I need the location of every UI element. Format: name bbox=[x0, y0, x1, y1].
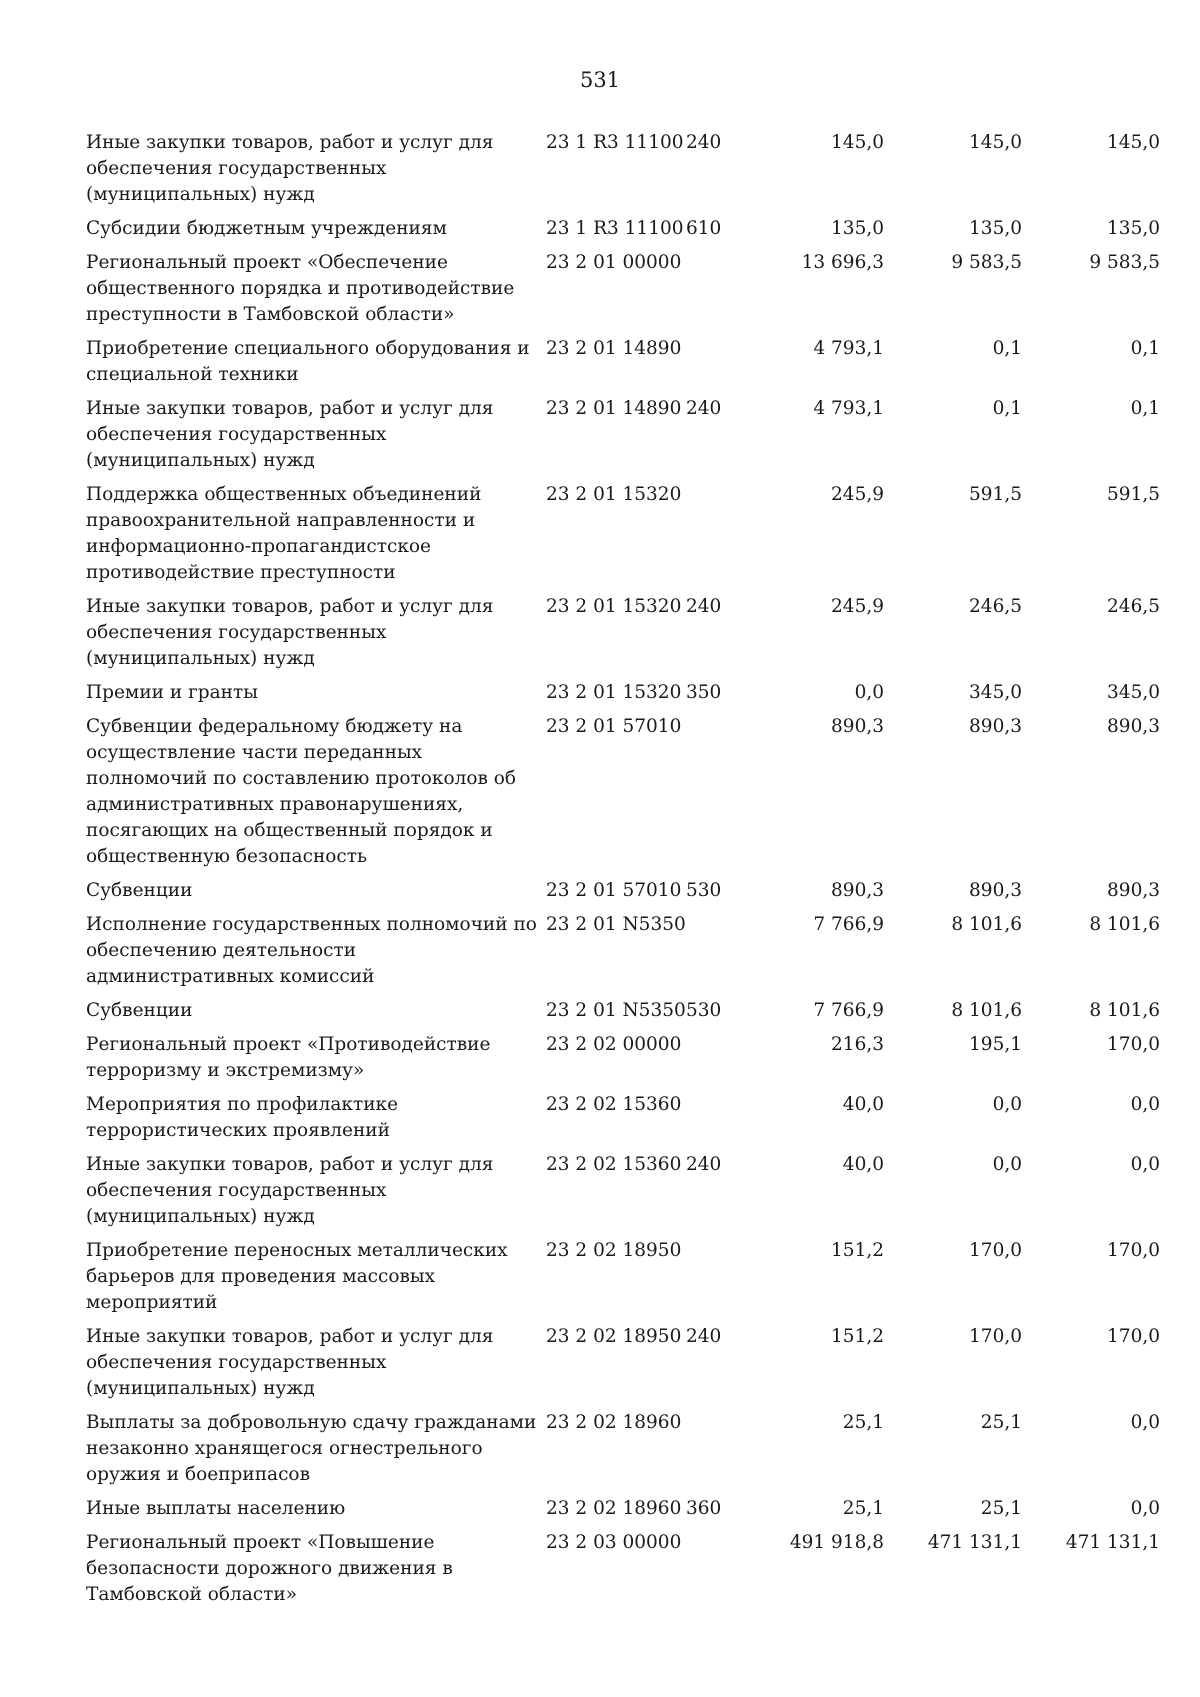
row-expense-type: 610 bbox=[686, 218, 722, 239]
row-name: Выплаты за добровольную сдачу гражданами незаконно хранящегося огнестрельного оружия и боеприпасов bbox=[86, 1412, 537, 1485]
row-name: Региональный проект «Противодействие терроризму и экстремизму» bbox=[86, 1034, 491, 1081]
row-expense-type bbox=[686, 714, 746, 878]
row-value-2: 0,1 bbox=[992, 338, 1022, 359]
row-code: 23 2 02 00000 bbox=[546, 1034, 682, 1055]
row-value-3: 0,0 bbox=[1130, 1094, 1160, 1115]
table-row bbox=[86, 336, 1160, 396]
budget-table bbox=[86, 130, 1160, 1616]
row-code: 23 2 02 18960 bbox=[546, 1412, 682, 1433]
row-value-3: 135,0 bbox=[1107, 218, 1160, 239]
table-row bbox=[86, 680, 1160, 714]
row-code: 23 2 02 18950 bbox=[546, 1326, 682, 1347]
row-expense-type bbox=[686, 336, 746, 396]
table-row bbox=[86, 1496, 1160, 1530]
row-expense-type bbox=[686, 1032, 746, 1092]
row-code: 23 2 01 57010 bbox=[546, 880, 682, 901]
row-value-2: 246,5 bbox=[969, 596, 1022, 617]
table-row bbox=[86, 878, 1160, 912]
row-name: Приобретение специального оборудования и специальной техники bbox=[86, 338, 530, 385]
page-number: 531 bbox=[579, 68, 621, 92]
row-code: 23 1 R3 11100 bbox=[546, 132, 684, 153]
table-row bbox=[86, 216, 1160, 250]
row-name: Исполнение государственных полномочий по обеспечению деятельности административных комиссий bbox=[86, 914, 537, 987]
row-expense-type: 240 bbox=[686, 1154, 722, 1175]
row-value-3: 0,0 bbox=[1130, 1412, 1160, 1433]
row-value-1: 40,0 bbox=[842, 1094, 884, 1115]
row-value-2: 145,0 bbox=[969, 132, 1022, 153]
row-expense-type bbox=[686, 1238, 746, 1324]
row-code: 23 2 01 00000 bbox=[546, 252, 682, 273]
row-value-2: 170,0 bbox=[969, 1326, 1022, 1347]
row-name: Субвенции bbox=[86, 1000, 193, 1021]
row-name: Субвенции федеральному бюджету на осуществление части переданных полномочий по составлению протоколов об административных правонарушениях, посягающих на общественный порядок и общественную безопасность bbox=[86, 716, 517, 867]
row-value-3: 8 101,6 bbox=[1089, 1000, 1160, 1021]
row-value-3: 0,0 bbox=[1130, 1154, 1160, 1175]
row-value-3: 145,0 bbox=[1107, 132, 1160, 153]
row-expense-type bbox=[686, 912, 746, 998]
row-expense-type: 240 bbox=[686, 596, 722, 617]
row-value-3: 0,1 bbox=[1130, 338, 1160, 359]
table-row bbox=[86, 1324, 1160, 1410]
row-name: Приобретение переносных металлических барьеров для проведения массовых мероприятий bbox=[86, 1240, 508, 1313]
row-name: Субвенции bbox=[86, 880, 193, 901]
row-expense-type bbox=[686, 250, 746, 336]
row-value-1: 151,2 bbox=[831, 1326, 884, 1347]
table-row bbox=[86, 1092, 1160, 1152]
row-value-3: 890,3 bbox=[1107, 880, 1160, 901]
row-code: 23 2 01 57010 bbox=[546, 716, 682, 737]
table-row bbox=[86, 482, 1160, 594]
row-code: 23 2 03 00000 bbox=[546, 1532, 682, 1553]
row-value-1: 135,0 bbox=[831, 218, 884, 239]
row-value-1: 890,3 bbox=[831, 880, 884, 901]
row-name: Региональный проект «Обеспечение общественного порядка и противодействие преступности в Тамбовской области» bbox=[86, 252, 515, 325]
table-row bbox=[86, 1032, 1160, 1092]
row-name: Иные закупки товаров, работ и услуг для обеспечения государственных (муниципальных) нужд bbox=[86, 398, 494, 471]
row-expense-type: 360 bbox=[686, 1498, 722, 1519]
row-expense-type bbox=[686, 482, 746, 594]
row-value-1: 491 918,8 bbox=[789, 1532, 884, 1553]
row-value-1: 890,3 bbox=[831, 716, 884, 737]
row-expense-type: 530 bbox=[686, 1000, 722, 1021]
row-value-3: 170,0 bbox=[1107, 1240, 1160, 1261]
row-value-2: 890,3 bbox=[969, 880, 1022, 901]
table-row bbox=[86, 1530, 1160, 1616]
row-value-1: 151,2 bbox=[831, 1240, 884, 1261]
row-value-2: 0,0 bbox=[992, 1094, 1022, 1115]
row-code: 23 2 01 15320 bbox=[546, 484, 682, 505]
row-code: 23 2 01 N5350 bbox=[546, 1000, 686, 1021]
row-value-3: 0,0 bbox=[1130, 1498, 1160, 1519]
row-value-2: 8 101,6 bbox=[951, 914, 1022, 935]
row-code: 23 2 02 18960 bbox=[546, 1498, 682, 1519]
row-value-2: 890,3 bbox=[969, 716, 1022, 737]
row-value-2: 25,1 bbox=[980, 1412, 1022, 1433]
row-value-3: 591,5 bbox=[1107, 484, 1160, 505]
row-expense-type: 530 bbox=[686, 880, 722, 901]
row-name: Иные выплаты населению bbox=[86, 1498, 346, 1519]
row-code: 23 2 01 14890 bbox=[546, 398, 682, 419]
row-value-2: 170,0 bbox=[969, 1240, 1022, 1261]
row-expense-type: 240 bbox=[686, 1326, 722, 1347]
table-row bbox=[86, 1152, 1160, 1238]
table-row bbox=[86, 714, 1160, 878]
row-value-1: 25,1 bbox=[842, 1412, 884, 1433]
row-value-1: 13 696,3 bbox=[801, 252, 884, 273]
row-value-3: 9 583,5 bbox=[1089, 252, 1160, 273]
row-code: 23 2 01 15320 bbox=[546, 596, 682, 617]
row-value-3: 170,0 bbox=[1107, 1034, 1160, 1055]
row-value-3: 890,3 bbox=[1107, 716, 1160, 737]
row-value-2: 471 131,1 bbox=[927, 1532, 1022, 1553]
row-code: 23 2 02 18950 bbox=[546, 1240, 682, 1261]
row-value-3: 8 101,6 bbox=[1089, 914, 1160, 935]
row-value-3: 345,0 bbox=[1107, 682, 1160, 703]
row-code: 23 1 R3 11100 bbox=[546, 218, 684, 239]
row-value-1: 25,1 bbox=[842, 1498, 884, 1519]
table-row bbox=[86, 130, 1160, 216]
row-value-1: 7 766,9 bbox=[813, 914, 884, 935]
row-value-1: 245,9 bbox=[831, 596, 884, 617]
row-expense-type: 350 bbox=[686, 682, 722, 703]
row-expense-type bbox=[686, 1410, 746, 1496]
row-value-1: 145,0 bbox=[831, 132, 884, 153]
row-code: 23 2 02 15360 bbox=[546, 1154, 682, 1175]
row-expense-type: 240 bbox=[686, 398, 722, 419]
row-name: Региональный проект «Повышение безопасности дорожного движения в Тамбовской области» bbox=[86, 1532, 453, 1605]
row-value-2: 9 583,5 bbox=[951, 252, 1022, 273]
row-value-2: 0,1 bbox=[992, 398, 1022, 419]
row-expense-type: 240 bbox=[686, 132, 722, 153]
row-name: Субсидии бюджетным учреждениям bbox=[86, 218, 447, 239]
row-value-2: 591,5 bbox=[969, 484, 1022, 505]
row-name: Премии и гранты bbox=[86, 682, 258, 703]
row-value-3: 170,0 bbox=[1107, 1326, 1160, 1347]
row-value-2: 25,1 bbox=[980, 1498, 1022, 1519]
row-name: Иные закупки товаров, работ и услуг для обеспечения государственных (муниципальных) нужд bbox=[86, 1154, 494, 1227]
row-value-1: 40,0 bbox=[842, 1154, 884, 1175]
budget-table-body bbox=[86, 130, 1160, 1616]
row-expense-type bbox=[686, 1530, 746, 1616]
row-value-1: 216,3 bbox=[831, 1034, 884, 1055]
table-row bbox=[86, 1410, 1160, 1496]
row-code: 23 2 01 N5350 bbox=[546, 914, 686, 935]
row-value-3: 0,1 bbox=[1130, 398, 1160, 419]
table-row bbox=[86, 250, 1160, 336]
table-row bbox=[86, 998, 1160, 1032]
row-name: Иные закупки товаров, работ и услуг для обеспечения государственных (муниципальных) нужд bbox=[86, 596, 494, 669]
table-row bbox=[86, 594, 1160, 680]
row-name: Иные закупки товаров, работ и услуг для обеспечения государственных (муниципальных) нужд bbox=[86, 1326, 494, 1399]
row-name: Мероприятия по профилактике террористических проявлений bbox=[86, 1094, 399, 1141]
row-name: Поддержка общественных объединений правоохранительной направленности и информационно-пропагандистское противодействие преступности bbox=[86, 484, 482, 583]
table-row bbox=[86, 912, 1160, 998]
row-value-3: 471 131,1 bbox=[1065, 1532, 1160, 1553]
row-code: 23 2 02 15360 bbox=[546, 1094, 682, 1115]
row-name: Иные закупки товаров, работ и услуг для обеспечения государственных (муниципальных) нужд bbox=[86, 132, 494, 205]
row-value-1: 7 766,9 bbox=[813, 1000, 884, 1021]
row-code: 23 2 01 14890 bbox=[546, 338, 682, 359]
row-value-1: 4 793,1 bbox=[813, 338, 884, 359]
row-value-1: 4 793,1 bbox=[813, 398, 884, 419]
row-value-2: 135,0 bbox=[969, 218, 1022, 239]
table-row bbox=[86, 396, 1160, 482]
row-value-1: 245,9 bbox=[831, 484, 884, 505]
row-expense-type bbox=[686, 1092, 746, 1152]
row-value-2: 345,0 bbox=[969, 682, 1022, 703]
row-value-3: 246,5 bbox=[1107, 596, 1160, 617]
row-value-2: 195,1 bbox=[969, 1034, 1022, 1055]
row-value-2: 0,0 bbox=[992, 1154, 1022, 1175]
row-value-2: 8 101,6 bbox=[951, 1000, 1022, 1021]
row-value-1: 0,0 bbox=[854, 682, 884, 703]
row-code: 23 2 01 15320 bbox=[546, 682, 682, 703]
table-row bbox=[86, 1238, 1160, 1324]
